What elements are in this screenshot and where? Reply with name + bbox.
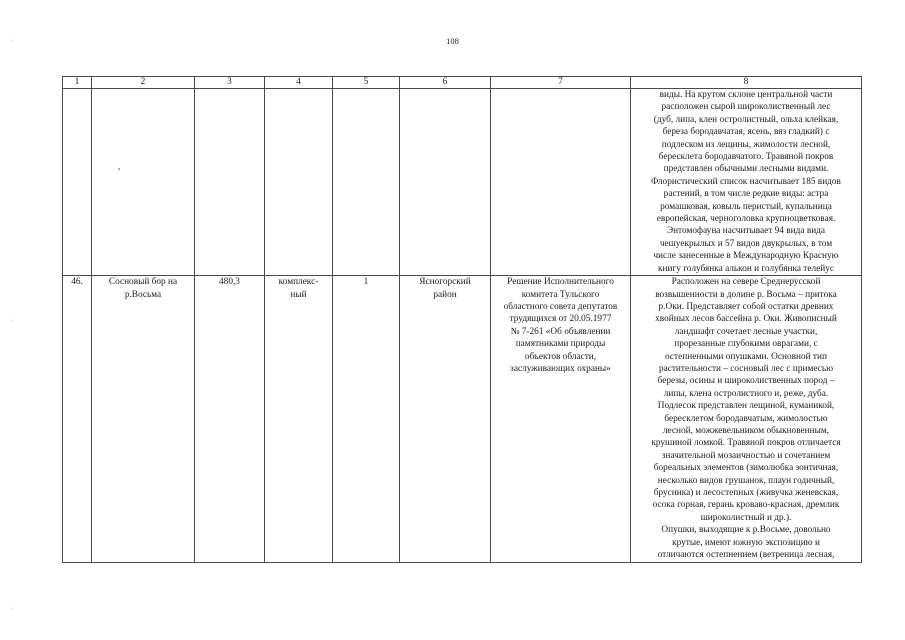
- description-line: Опушки, выходящие к р.Восьме, довольно: [661, 525, 831, 536]
- description-line: ландшафт сочетает лесные участки,: [674, 326, 818, 337]
- district-line: район: [433, 289, 457, 300]
- decision-line: комитета Тульского: [521, 289, 600, 300]
- column-header: 2: [92, 77, 195, 89]
- description-line: представлен обычными лесными видами.: [663, 164, 829, 175]
- description-line: бересклета бородавчатого. Травяной покров: [658, 152, 834, 163]
- column-header: 4: [265, 77, 333, 89]
- description-line: прорезанные глубокими оврагами, с: [674, 339, 818, 350]
- profile-line: ный: [290, 289, 307, 300]
- description-line: брусника) и лесостепных (живучка женевская,: [653, 488, 839, 498]
- cell-district: [400, 276, 491, 563]
- description-line: книгу голубянка алькон и голубянка телейус: [657, 263, 835, 274]
- description-line: березы, осины и широколиственных пород –: [657, 376, 835, 387]
- description-line: возвышенности в долине р. Восьма – притока: [655, 289, 837, 300]
- cell-profile: [265, 89, 333, 276]
- description-line: подлеском из лещины, жимолости лесной,: [661, 139, 831, 150]
- significance-value: 1: [363, 277, 369, 288]
- cell-significance: [333, 89, 400, 276]
- description-line: р.Оки. Представляет собой остатки древних: [658, 301, 834, 312]
- area-value: 480,3: [219, 277, 240, 288]
- cell-number: [63, 276, 92, 563]
- description-line: крушиной ломкой. Травяной покров отличается: [651, 438, 841, 449]
- column-header: 1: [63, 77, 92, 89]
- cell-name: [92, 89, 195, 276]
- description-line: отличаются остепнением (ветреница лесная,: [657, 550, 835, 561]
- description-line: широколистный и др.).: [700, 512, 792, 523]
- description-line: хвойных лесов бассейна р. Оки. Живописный: [655, 314, 837, 325]
- table-row-continuation: [63, 89, 862, 276]
- cell-decision: [491, 89, 631, 276]
- cell-area: [195, 89, 265, 276]
- row-number: 46.: [71, 277, 83, 288]
- cell-number: [63, 89, 92, 276]
- monument-name-line: р.Восьма: [124, 289, 162, 300]
- description-line: виды. На крутом склоне центральной части: [659, 90, 833, 100]
- description-line: осока горная, герань кроваво-красная, дремлик: [652, 500, 840, 511]
- cell-area: [195, 276, 265, 563]
- column-header: 6: [400, 77, 491, 89]
- description-line: липы, клена остролистного и, реже, дуба.: [663, 388, 829, 399]
- description-line: ромашковая, ковыль перистый, купальница: [660, 201, 832, 212]
- description-line: числе занесенные в Международную Красную: [653, 251, 839, 262]
- description-line: Подлесок представлен лещиной, куманикой,: [657, 401, 835, 412]
- description-line: лесной, можжевельником обыкновенным,: [662, 425, 830, 436]
- table-row-46: [63, 276, 862, 563]
- cell-significance: [333, 276, 400, 563]
- description-line: несколько видов грушанок, плаун годичный,: [657, 475, 835, 486]
- description-line: европейская, черноголовка крупноцветковая.: [656, 214, 836, 225]
- margin-mark: :: [12, 315, 14, 323]
- cell-decision: [491, 276, 631, 563]
- nature-monuments-table: [62, 76, 862, 563]
- decision-line: памятниками природы: [515, 339, 606, 350]
- description-line: (дуб, липа, клен остролистный, ольха клейкая,: [653, 114, 839, 125]
- description-line: растений, в том числе редкие виды: астра: [663, 189, 829, 200]
- page-number: 108: [446, 36, 459, 46]
- description-line: остепненными опушками. Основной тип: [665, 351, 827, 362]
- decision-line: № 7-261 «Об объявлении: [510, 326, 611, 337]
- cell-description: [631, 276, 862, 563]
- description-line: бореальных элементов (зимолюбка зонтичная,: [653, 463, 839, 474]
- decision-line: объектов области,: [524, 351, 597, 362]
- profile-line: комплекс-: [278, 277, 319, 288]
- description-line: Энтомофауна насчитывает 94 вида вида: [666, 226, 826, 237]
- description-line: значительной мозаичностью и сочетанием: [661, 450, 831, 461]
- description-line: чешуекрылых и 57 видов двукрылых, в том: [659, 238, 833, 249]
- district-line: Ясногорский: [419, 277, 471, 288]
- margin-mark: :: [12, 35, 14, 43]
- description-line: Флористический список насчитывает 185 видов: [651, 176, 841, 187]
- column-header: 5: [333, 77, 400, 89]
- description-line: Расположен на севере Среднерусской: [671, 277, 821, 288]
- description-line: бересклетом бородавчатым, жимолостью: [664, 413, 828, 424]
- description-line: береза бородавчатая, ясень, вяз гладкий) с: [662, 127, 830, 138]
- description-line: растительности – сосновый лес с примесью: [658, 363, 834, 374]
- margin-mark: :: [12, 603, 14, 611]
- column-header: 3: [195, 77, 265, 89]
- decision-line: областного совета депутатов: [503, 301, 618, 312]
- description-line: крутые, имеют южную экспозицию и: [672, 537, 820, 548]
- decision-line: трудящихся от 20.05.1977: [509, 314, 612, 325]
- cell-district: [400, 89, 491, 276]
- column-header: 8: [631, 77, 862, 89]
- decision-line: Решение Исполнительного: [507, 277, 614, 288]
- cell-name: [92, 276, 195, 563]
- column-header: 7: [491, 77, 631, 89]
- cell-profile: [265, 276, 333, 563]
- description-line: расположен сырой широколиственный лес: [661, 102, 831, 113]
- decision-line: заслуживающих охраны»: [510, 363, 611, 374]
- column-number-row: [63, 77, 862, 89]
- monument-name-line: Сосновый бор на: [108, 277, 178, 288]
- cell-description: [631, 89, 862, 276]
